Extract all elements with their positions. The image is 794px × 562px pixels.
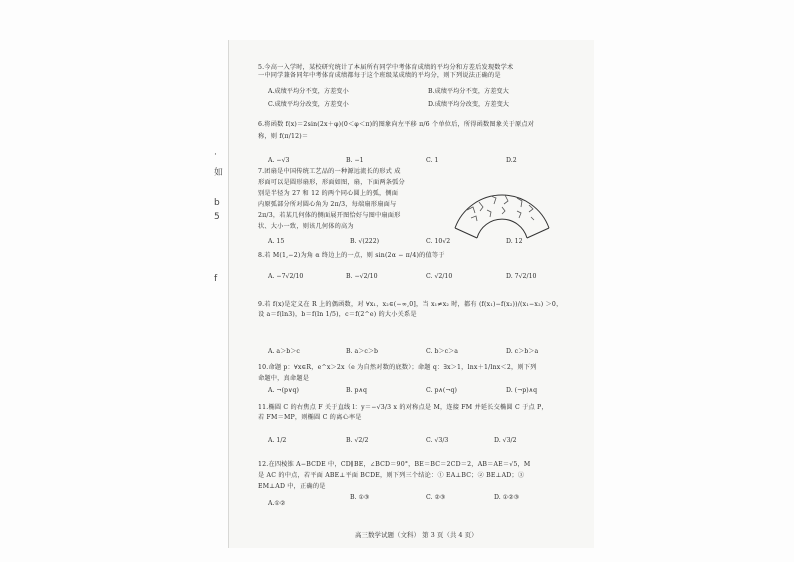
question-7-options <box>268 238 578 248</box>
question-text: 一中同学兼备同年中考体育成绩都每于这个班级某成绩的平均分，则下列说法正确的是 <box>258 72 501 79</box>
question-5-options <box>268 88 578 112</box>
option-c: C. √3/3 <box>426 437 449 444</box>
question-text: 内原弧部分所对圆心角为 2π/3，每端扇形扇面与 <box>258 201 397 208</box>
question-text: 5.今高一入学时，某校研究统计了本届所有同学中考体育成绩的平均分和方差后发现数学术 <box>258 64 514 71</box>
margin-mark: 如 <box>214 168 224 178</box>
option-d: D. 12 <box>506 238 523 245</box>
option-d: D. 7√2/10 <box>506 273 537 280</box>
question-9 <box>258 300 578 320</box>
option-a: A. a＞b＞c <box>268 348 300 355</box>
option-a: A. −√3 <box>268 157 290 164</box>
question-7 <box>258 166 448 232</box>
option-c: C. ②③ <box>426 494 446 501</box>
question-8-options <box>268 273 578 283</box>
option-d: D. √3/2 <box>494 437 517 444</box>
question-text: 10.命题 p：∀x∈R，e^x＞2x（e 为自然对数的底数）；命题 q：∃x＞1，lnx＋1/lnx＜2，则下列 <box>258 364 537 371</box>
option-c: C. 1 <box>426 157 439 164</box>
question-text: 12.在四棱锥 A−BCDE 中，CD∥BE，∠BCD＝90°，BE＝BC＝2CD＝2，AB＝AE＝√5，M <box>258 461 531 468</box>
option-b: B. √2/2 <box>346 437 369 444</box>
question-12-options <box>268 494 578 507</box>
question-text: 设 a＝f(ln3)，b＝f(ln 1/5)，c＝f(2^e) 的大小关系是 <box>258 311 417 318</box>
margin-mark: · <box>214 150 217 160</box>
question-text: 若 FM＝MP，则椭圆 C 的离心率是 <box>258 414 362 421</box>
option-c: C.成绩平均分改变，方差变小 <box>268 101 349 108</box>
question-text: 状、大小一致，则该几何体的高为 <box>258 223 354 230</box>
option-a: A. 1/2 <box>268 437 287 444</box>
question-text: 是 AC 的中点，若平面 ABE⊥平面 BCDE，则下列三个结论：① EA⊥BC；② BE⊥AD；③ <box>258 472 525 479</box>
option-a: A.①② <box>268 500 286 507</box>
option-d: D. c＞b＞a <box>506 348 539 355</box>
page-footer: 高三数学试题（文科） 第 3 页（共 4 页） <box>355 531 478 539</box>
option-b: B. ①③ <box>350 494 370 501</box>
question-text: 2π/3，若某几何体的侧面展开图恰好与图中扇面形 <box>258 212 401 219</box>
question-text: 8.若 M(1,−2)为角 α 终边上的一点，则 sin(2α − π/4)的值等于 <box>258 252 445 259</box>
option-b: B. −√2/10 <box>346 273 378 280</box>
option-a: A.成绩平均分不变，方差变小 <box>268 88 349 95</box>
option-d: D. (¬p)∧q <box>506 387 538 394</box>
option-b: B. √(222) <box>350 238 380 245</box>
option-c: C. p∧(¬q) <box>426 387 457 394</box>
question-text: 7.团扇是中国传统工艺品的一种源远流长的形式 成 <box>258 168 401 175</box>
question-10 <box>258 362 578 384</box>
option-b: B.成绩平均分不变，方差变大 <box>428 88 509 95</box>
question-5 <box>258 64 578 80</box>
question-9-options <box>268 348 578 358</box>
margin-mark: 5 <box>214 212 220 222</box>
option-d: D.成绩平均分改变，方差变大 <box>428 101 509 108</box>
option-a: A. 15 <box>268 238 285 245</box>
option-a: A. ¬(p∨q) <box>268 387 299 394</box>
option-c: C. b＞c＞a <box>426 348 458 355</box>
margin-mark: f <box>214 274 218 284</box>
option-b: B. −1 <box>346 157 364 164</box>
question-text: 形面可以是圆形扇形，形面如图，扇，下面两条弧分 <box>258 179 405 186</box>
option-b: B. a＞c＞b <box>346 348 378 355</box>
question-text: 命题中，真命题是 <box>258 375 310 382</box>
option-a: A. −7√2/10 <box>268 273 304 280</box>
question-6 <box>258 119 578 143</box>
question-12 <box>258 459 578 492</box>
option-b: B. p∧q <box>346 387 367 394</box>
option-d: D. ①②③ <box>494 494 520 501</box>
question-11 <box>258 403 578 423</box>
margin-mark: b <box>214 198 220 208</box>
question-text: 别是半径为 27 和 12 的两个同心圆上的弧，侧面 <box>258 190 399 197</box>
option-d: D.2 <box>506 157 517 164</box>
question-text: 称，则 f(π/12)＝ <box>258 133 309 140</box>
question-text: 9.若 f(x)是定义在 R 上的偶函数，对 ∀x₁，x₂∈(−∞,0]，当 x₁≠x₂ 时，都有 (f(x₁)−f(x₂))/(x₁−x₂) ＞0， <box>258 301 563 308</box>
option-c: C. 10√2 <box>426 238 451 245</box>
option-c: C. √2/10 <box>426 273 453 280</box>
question-text: 6.将函数 f(x)＝2sin(2x＋φ)(0＜φ＜π)的图象向左平移 π/6 个单位后，所得函数图象关于原点对 <box>258 121 535 128</box>
question-8 <box>258 252 578 260</box>
question-text: 11.椭圆 C 的右焦点 F 关于直线 l：y＝−√3/3 x 的对称点是 M，连接 FM 并延长交椭圆 C 于点 P， <box>258 404 548 411</box>
question-10-options <box>268 387 578 397</box>
question-11-options <box>268 437 578 447</box>
question-text: EM⊥AD 中，正确的是 <box>258 483 326 490</box>
